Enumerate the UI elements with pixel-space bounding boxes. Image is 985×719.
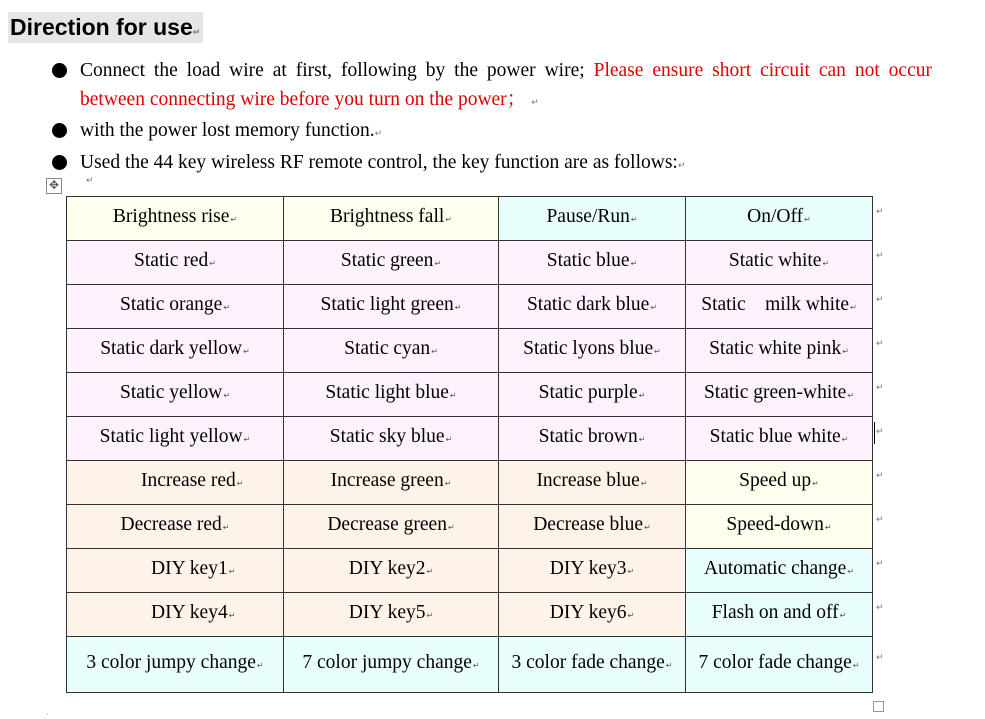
cell-end-mark-icon: ↵ <box>243 435 251 444</box>
table-row <box>67 197 873 241</box>
table-cell: Flash on and off↵ <box>686 593 873 637</box>
table-row <box>67 637 873 693</box>
cell-end-mark-icon: ↵ <box>431 347 438 356</box>
table-cell: Static milk white↵ <box>686 285 873 329</box>
cell-end-mark-icon: ↵ <box>650 303 658 312</box>
table-cell: Pause/Run↵ <box>499 197 686 241</box>
table-cell: Static lyons blue↵ <box>499 329 686 373</box>
table-cell: Speed up↵ <box>686 461 873 505</box>
table-cell: Static purple↵ <box>499 373 686 417</box>
cell-end-mark-icon: ↵ <box>852 661 860 670</box>
return-arrow-icon: ↵ <box>86 176 94 186</box>
row-end-mark-icon: ↵ <box>876 250 884 261</box>
table-cell: Decrease blue↵ <box>499 505 686 549</box>
cell-end-mark-icon: ↵ <box>228 611 236 620</box>
cell-end-mark-icon: ↵ <box>665 661 673 670</box>
cell-end-mark-icon: ↵ <box>228 567 236 576</box>
table-cell: Speed-down↵ <box>686 505 873 549</box>
cell-end-mark-icon: ↵ <box>839 611 847 620</box>
cell-end-mark-icon: ↵ <box>630 215 638 224</box>
move-cross-icon[interactable]: ✥ <box>46 178 62 194</box>
row-end-mark-icon: ↵ <box>876 338 884 349</box>
cell-end-mark-icon: ↵ <box>447 523 455 532</box>
bullet-icon <box>52 155 67 170</box>
table-cell: Static dark yellow↵ <box>67 329 284 373</box>
row-end-mark-icon: ↵ <box>876 470 884 481</box>
cell-end-mark-icon: ↵ <box>444 479 452 488</box>
table-cell: 7 color jumpy change↵ <box>284 637 499 693</box>
table-cell: Automatic change↵ <box>686 549 873 593</box>
table-cell: Static green↵ <box>284 241 499 285</box>
table-row <box>67 549 873 593</box>
instructions-list <box>50 57 932 180</box>
row-end-mark-icon: ↵ <box>876 558 884 569</box>
cell-end-mark-icon: ↵ <box>472 661 480 670</box>
table-row <box>67 285 873 329</box>
table-cell: DIY key4↵ <box>67 593 284 637</box>
list-item: Used the 44 key wireless RF remote control, the key function are as follows:↵ <box>50 149 932 181</box>
row-end-mark-icon: ↵ <box>876 426 884 437</box>
cell-end-mark-icon: ↵ <box>223 303 231 312</box>
cell-end-mark-icon: ↵ <box>640 479 648 488</box>
table-cell: 3 color jumpy change↵ <box>67 637 284 693</box>
table-cell: Static green-white↵ <box>686 373 873 417</box>
paragraph-dot-icon: · <box>46 710 49 719</box>
table-cell: Decrease green↵ <box>284 505 499 549</box>
table-cell: DIY key3↵ <box>499 549 686 593</box>
cell-end-mark-icon: ↵ <box>449 391 457 400</box>
list-item: Connect the load wire at first, following by the power wire; Please ensure short circuit can not occur between connecting wire before you turn on the power； ↵ <box>50 57 932 117</box>
cell-end-mark-icon: ↵ <box>445 435 453 444</box>
table-cell: Static sky blue↵ <box>284 417 499 461</box>
cell-end-mark-icon: ↵ <box>445 215 452 224</box>
table-cell: 3 color fade change↵ <box>499 637 686 693</box>
cell-end-mark-icon: ↵ <box>230 215 238 224</box>
key-function-table <box>66 196 873 693</box>
table-cell: Static light green↵ <box>284 285 499 329</box>
table-cell: Brightness rise↵ <box>67 197 284 241</box>
cell-end-mark-icon: ↵ <box>222 523 230 532</box>
cell-end-mark-icon: ↵ <box>627 611 635 620</box>
cell-end-mark-icon: ↵ <box>822 259 830 268</box>
cell-end-mark-icon: ↵ <box>644 523 651 532</box>
cell-end-mark-icon: ↵ <box>426 567 434 576</box>
table-cell: Increase green↵ <box>284 461 499 505</box>
table-cell: Static light blue↵ <box>284 373 499 417</box>
table-cell: On/Off↵ <box>686 197 873 241</box>
return-arrow-icon: ↵ <box>374 129 383 139</box>
table-cell: Static orange↵ <box>67 285 284 329</box>
table-row <box>67 329 873 373</box>
table-cell: Static white pink↵ <box>686 329 873 373</box>
cell-end-mark-icon: ↵ <box>454 303 462 312</box>
cell-end-mark-icon: ↵ <box>841 435 849 444</box>
resize-handle-icon[interactable] <box>873 701 884 712</box>
text-cursor <box>874 422 875 444</box>
table-row <box>67 241 873 285</box>
table-cell: Static light yellow↵ <box>67 417 284 461</box>
row-end-mark-icon: ↵ <box>876 294 884 305</box>
cell-end-mark-icon: ↵ <box>236 479 244 488</box>
cell-end-mark-icon: ↵ <box>847 567 855 576</box>
table-row <box>67 593 873 637</box>
cell-end-mark-icon: ↵ <box>638 435 646 444</box>
table-cell: Static yellow↵ <box>67 373 284 417</box>
table-row <box>67 373 873 417</box>
return-arrow-icon: ↵ <box>192 28 201 38</box>
table-row <box>67 417 873 461</box>
row-end-mark-icon: ↵ <box>876 206 884 217</box>
cell-end-mark-icon: ↵ <box>630 259 638 268</box>
cell-end-mark-icon: ↵ <box>434 259 442 268</box>
table-cell: Static red↵ <box>67 241 284 285</box>
table-cell: Increase blue↵ <box>499 461 686 505</box>
table-cell: Increase red↵ <box>67 461 284 505</box>
table-cell: DIY key5↵ <box>284 593 499 637</box>
table-cell: DIY key2↵ <box>284 549 499 593</box>
table-cell: Brightness fall↵ <box>284 197 499 241</box>
row-end-mark-icon: ↵ <box>876 514 884 525</box>
table-cell: 7 color fade change↵ <box>686 637 873 693</box>
warning-text: Please ensure short circuit can not occur between connecting wire before you turn on the power； <box>80 60 932 110</box>
bullet-icon <box>52 63 67 78</box>
cell-end-mark-icon: ↵ <box>243 347 250 356</box>
cell-end-mark-icon: ↵ <box>850 303 857 312</box>
cell-end-mark-icon: ↵ <box>638 391 646 400</box>
table-cell: Static cyan↵ <box>284 329 499 373</box>
row-end-mark-icon: ↵ <box>876 602 884 613</box>
return-arrow-icon: ↵ <box>677 160 686 171</box>
table-cell: Static dark blue↵ <box>499 285 686 329</box>
cell-end-mark-icon: ↵ <box>627 567 635 576</box>
cell-end-mark-icon: ↵ <box>209 259 216 268</box>
table-cell: DIY key6↵ <box>499 593 686 637</box>
list-item: with the power lost memory function.↵ <box>50 117 932 149</box>
cell-end-mark-icon: ↵ <box>824 523 832 532</box>
table-cell: Static blue white↵ <box>686 417 873 461</box>
cell-end-mark-icon: ↵ <box>426 611 434 620</box>
cell-end-mark-icon: ↵ <box>812 479 819 488</box>
cell-end-mark-icon: ↵ <box>842 347 849 356</box>
row-end-mark-icon: ↵ <box>876 652 884 663</box>
table-cell: DIY key1↵ <box>67 549 284 593</box>
cell-end-mark-icon: ↵ <box>256 661 264 670</box>
cell-end-mark-icon: ↵ <box>847 391 855 400</box>
cell-end-mark-icon: ↵ <box>804 215 811 224</box>
table-cell: Decrease red↵ <box>67 505 284 549</box>
table-cell: Static white↵ <box>686 241 873 285</box>
row-end-mark-icon: ↵ <box>876 382 884 393</box>
page-title: Direction for use↵ <box>8 12 203 43</box>
table-cell: Static blue↵ <box>499 241 686 285</box>
cell-end-mark-icon: ↵ <box>223 391 231 400</box>
table-cell: Static brown↵ <box>499 417 686 461</box>
bullet-icon <box>52 123 67 138</box>
table-row <box>67 505 873 549</box>
cell-end-mark-icon: ↵ <box>654 347 661 356</box>
table-row <box>67 461 873 505</box>
return-arrow-icon: ↵ <box>531 97 539 108</box>
